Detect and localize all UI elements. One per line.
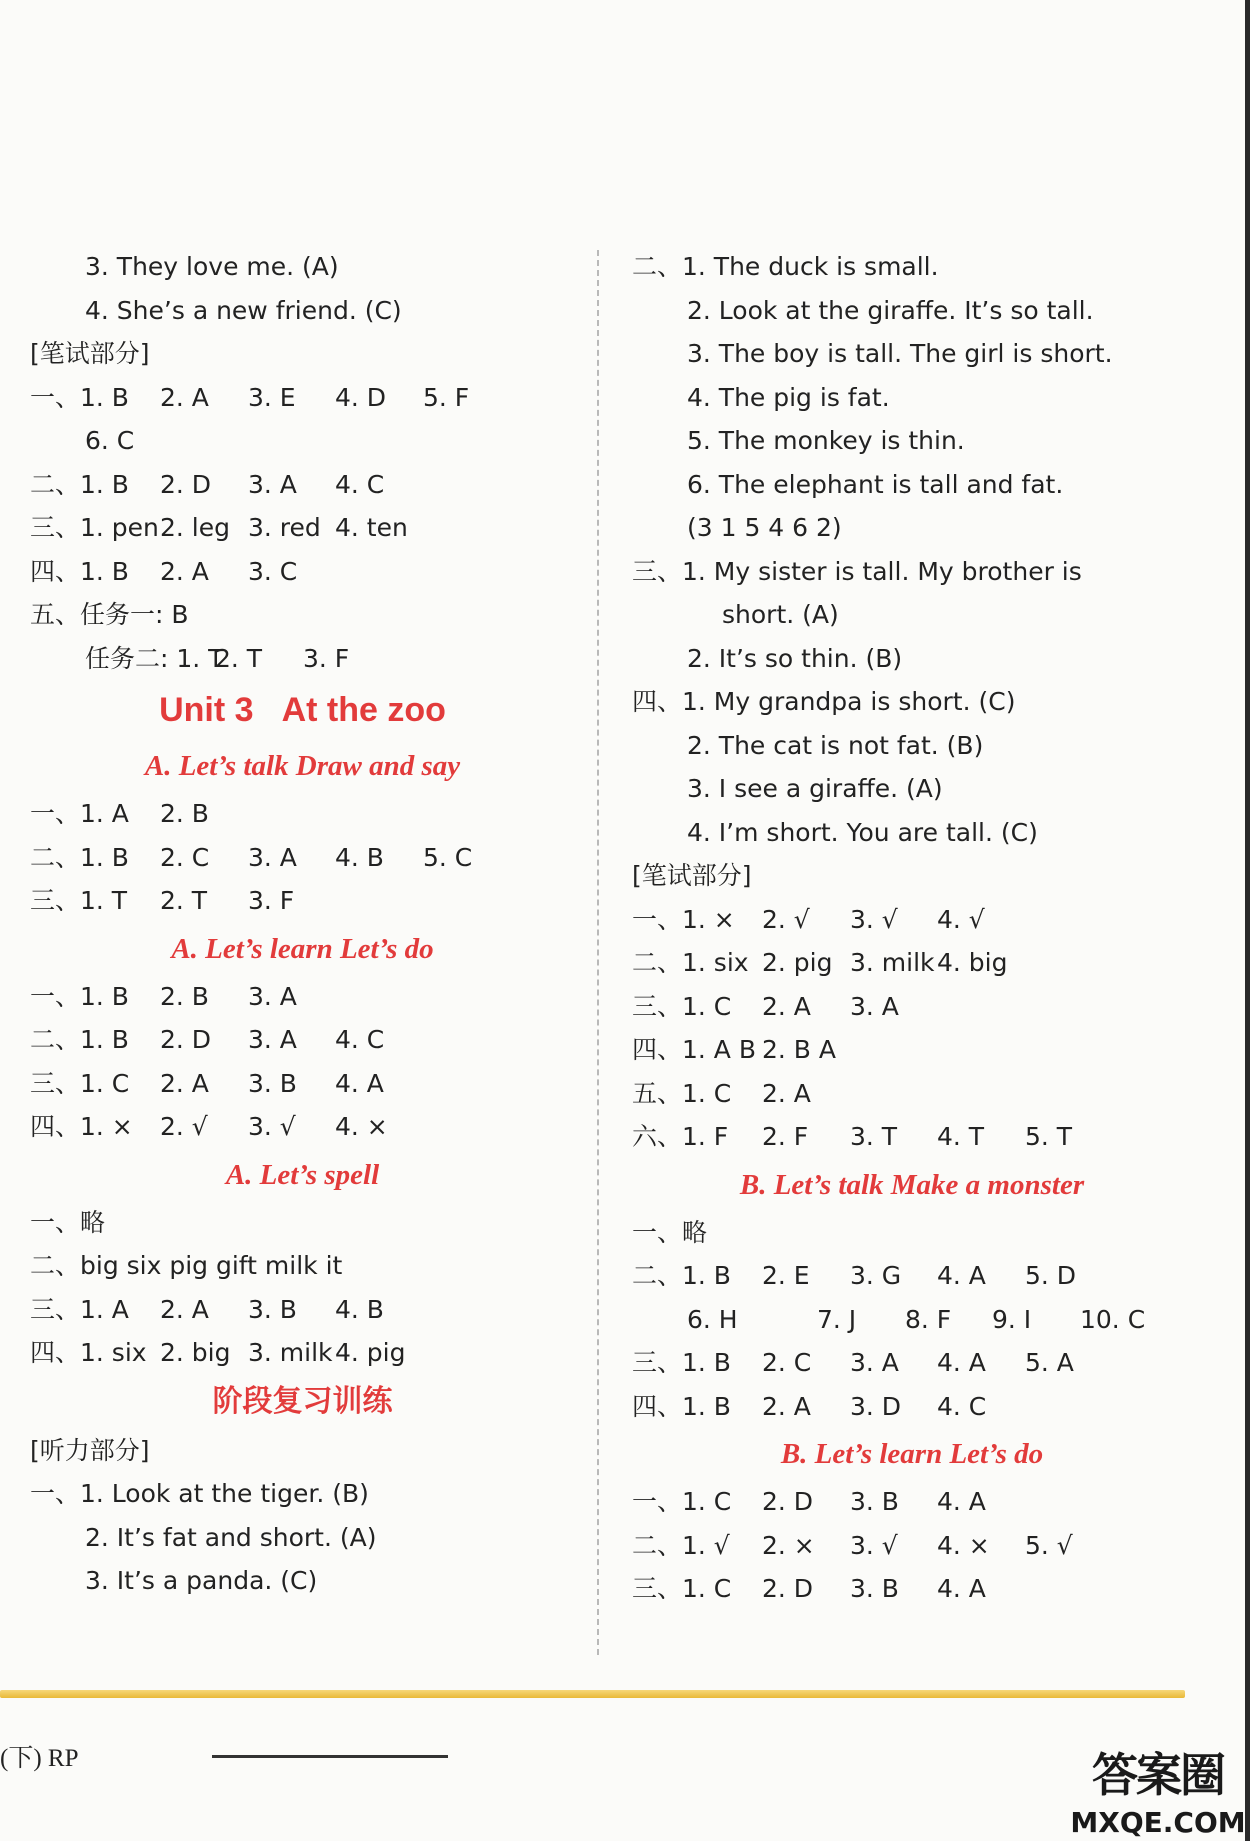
answer-item: 4. ×: [937, 1530, 990, 1560]
answer-item: 2. D: [762, 1574, 814, 1603]
answer-item: 10. C: [1080, 1304, 1146, 1334]
answer-item: 3. A: [850, 1348, 899, 1377]
answer-item: 四、1. A B: [632, 1035, 756, 1064]
answer-item: 3. I see a giraffe. (A): [687, 774, 943, 803]
answer-line: [30, 419, 575, 463]
answer-item: 2. It’s fat and short. (A): [85, 1522, 377, 1552]
answer-item: 2. A: [160, 382, 209, 412]
answer-item: 4. B: [335, 842, 384, 872]
answer-line: [30, 1331, 575, 1375]
answer-item: 2. C: [762, 1348, 812, 1377]
answer-line: [30, 332, 575, 376]
answer-line: [30, 1201, 575, 1245]
watermark-logo: 答案圈: [1092, 1748, 1224, 1802]
column-divider: [597, 250, 599, 1655]
right-column: [632, 245, 1192, 1611]
answer-item: 四、1. My grandpa is short. (C): [632, 687, 1016, 716]
answer-item: 3. They love me. (A): [85, 252, 339, 281]
answer-item: 4. C: [937, 1391, 987, 1421]
footer-underline: [212, 1755, 448, 1758]
answer-item: 2. The cat is not fat. (B): [687, 730, 984, 760]
answer-line: [632, 854, 1192, 898]
answer-line: [632, 419, 1192, 463]
answer-item: 3. E: [248, 382, 296, 412]
answer-item: 3. A: [248, 1025, 297, 1054]
answer-item: 六、1. F: [632, 1122, 729, 1151]
unit-title-part: At the zoo: [281, 691, 446, 729]
answer-line: [632, 245, 1192, 289]
answer-line: [30, 376, 575, 420]
answer-item: 2. B: [160, 799, 209, 828]
answer-item: 二、1. The duck is small.: [632, 252, 939, 281]
answer-line: [30, 1062, 575, 1106]
answer-item: 3. milk: [248, 1338, 333, 1367]
answer-item: 4. A: [937, 1487, 986, 1516]
answer-item: 2. B: [160, 981, 209, 1011]
answer-item: 3. F: [303, 643, 350, 673]
answer-line: [632, 1567, 1192, 1611]
answer-line: [632, 1385, 1192, 1429]
answer-item: 2. big: [160, 1338, 231, 1367]
answer-item: 2. T: [215, 643, 263, 673]
answer-item: 一、略: [632, 1217, 708, 1247]
answer-item: short. (A): [722, 600, 839, 629]
answer-item: 2. A: [762, 991, 811, 1021]
answer-item: 2. It’s so thin. (B): [687, 643, 903, 673]
answer-item: 2. leg: [160, 513, 230, 542]
answer-item: 3. A: [248, 469, 297, 499]
answer-line: [30, 879, 575, 923]
answer-item: 4. D: [335, 382, 387, 412]
answer-line: [632, 1341, 1192, 1385]
answer-item: 2. D: [762, 1487, 814, 1516]
answer-item: 3. It’s a panda. (C): [85, 1566, 318, 1595]
answer-item: 四、1. B: [632, 1391, 731, 1421]
answer-item: 三、1. C: [632, 1574, 732, 1603]
answer-line: [632, 1028, 1192, 1072]
answer-line: [30, 1516, 575, 1560]
answer-item: 2. A: [762, 1391, 811, 1421]
answer-item: 2. A: [160, 1294, 209, 1324]
answer-item: 4. A: [937, 1261, 986, 1290]
answer-item: 4. ×: [335, 1112, 388, 1141]
answer-item: 2. √: [762, 904, 810, 934]
answer-item: 7. J: [817, 1304, 857, 1334]
answer-item: 四、1. B: [30, 556, 129, 586]
answer-item: [笔试部分]: [30, 339, 150, 368]
answer-item: 3. B: [248, 1068, 297, 1098]
answer-item: 2. D: [160, 1025, 212, 1054]
answer-line: [30, 792, 575, 836]
answer-item: 任务二: 1. T: [85, 643, 224, 673]
answer-item: 9. I: [992, 1304, 1032, 1334]
answer-line: [632, 1298, 1192, 1342]
answer-item: 三、1. My sister is tall. My brother is: [632, 556, 1082, 586]
answer-line: [632, 811, 1192, 855]
answer-line: [30, 1018, 575, 1062]
page-edge: [1245, 0, 1250, 1841]
answer-item: 五、任务一: B: [30, 600, 189, 629]
answer-line: [632, 289, 1192, 333]
answer-item: 3. D: [850, 1391, 902, 1421]
answer-item: 6. C: [85, 426, 135, 455]
answer-item: 2. pig: [762, 948, 833, 977]
section-title: B. Let’s learn Let’s do: [780, 1438, 1044, 1470]
answer-item: 3. B: [850, 1574, 899, 1603]
answer-line: [632, 463, 1192, 507]
answer-item: 3. The boy is tall. The girl is short.: [687, 339, 1113, 368]
answer-item: 4. A: [937, 1574, 986, 1603]
watermark: [1068, 1745, 1248, 1841]
answer-line: [30, 245, 575, 289]
answer-line: [632, 1254, 1192, 1298]
answer-item: 8. F: [905, 1304, 952, 1334]
answer-item: 三、1. C: [632, 991, 732, 1021]
answer-item: 6. H: [687, 1304, 738, 1334]
section-title: A. Let’s learn Let’s do: [171, 932, 434, 965]
footer-bar: [0, 1690, 1185, 1698]
answer-item: 2. D: [160, 469, 212, 499]
answer-item: 4. B: [335, 1294, 384, 1324]
answer-item: 2. C: [160, 842, 210, 872]
answer-line: [632, 1072, 1192, 1116]
answer-item: 3. A: [248, 842, 297, 872]
answer-item: 4. The pig is fat.: [687, 382, 890, 412]
answer-line: [632, 985, 1192, 1029]
unit-title: [30, 680, 575, 740]
answer-item: 5. A: [1025, 1348, 1074, 1377]
answer-item: 3. C: [248, 556, 298, 586]
answer-line: [632, 767, 1192, 811]
answer-item: 3. A: [850, 991, 899, 1021]
answer-item: 四、1. six: [30, 1338, 147, 1367]
watermark-url: MXQE.COM: [1070, 1806, 1246, 1839]
footer-text: (下) RP: [0, 1745, 79, 1772]
answer-item: 5. D: [1025, 1261, 1077, 1290]
answer-item: [笔试部分]: [632, 861, 752, 890]
answer-item: 二、1. six: [632, 948, 749, 977]
answer-item: 2. ×: [762, 1530, 815, 1560]
answer-line: [30, 836, 575, 880]
answer-item: 3. red: [248, 513, 321, 542]
answer-item: 三、1. B: [632, 1348, 731, 1377]
answer-item: 2. A: [160, 556, 209, 586]
answer-item: 一、1. C: [632, 1487, 732, 1516]
answer-line: [30, 1288, 575, 1332]
answer-item: 4. T: [937, 1122, 985, 1151]
answer-item: 4. A: [335, 1068, 384, 1098]
answer-item: 一、1. B: [30, 382, 129, 412]
answer-line: [30, 1559, 575, 1603]
answer-item: 二、big six pig gift milk it: [30, 1251, 343, 1280]
answer-line: [632, 1115, 1192, 1159]
answer-line: [30, 1429, 575, 1473]
answer-line: [632, 941, 1192, 985]
answer-item: 4. A: [937, 1348, 986, 1377]
answer-item: 5. T: [1025, 1122, 1073, 1151]
answer-line: [632, 1480, 1192, 1524]
answer-line: [30, 637, 575, 681]
answer-line: [632, 1211, 1192, 1255]
answer-item: 3. B: [248, 1294, 297, 1324]
answer-item: (3 1 5 4 6 2): [687, 513, 842, 542]
answer-line: [632, 332, 1192, 376]
stage-review-title: 阶段复习训练: [212, 1383, 393, 1419]
answer-item: 6. The elephant is tall and fat.: [687, 469, 1064, 499]
answer-item: 三、1. C: [30, 1068, 130, 1098]
answer-item: 3. F: [248, 886, 295, 915]
answer-item: 二、1. B: [30, 1025, 129, 1054]
answer-line: [30, 1472, 575, 1516]
answer-item: 2. Look at the giraffe. It’s so tall.: [687, 295, 1094, 325]
answer-item: 5. C: [423, 842, 473, 872]
section-title: A. Let’s talk Draw and say: [144, 750, 461, 782]
answer-item: 4. I’m short. You are tall. (C): [687, 817, 1038, 847]
answer-line: [30, 593, 575, 637]
answer-item: 3. A: [248, 981, 297, 1011]
answer-item: 3. √: [850, 904, 898, 934]
answer-item: 一、1. B: [30, 981, 129, 1011]
answer-item: 4. big: [937, 948, 1008, 977]
answer-item: 3. milk: [850, 948, 935, 977]
answer-line: [632, 1524, 1192, 1568]
answer-item: 4. pig: [335, 1338, 406, 1367]
answer-line: [30, 289, 575, 333]
answer-item: 2. B A: [762, 1035, 836, 1064]
answer-line: [30, 1244, 575, 1288]
answer-item: 一、1. A: [30, 799, 129, 828]
answer-item: 三、1. pen: [30, 513, 159, 542]
answer-line: [30, 1105, 575, 1149]
answer-item: 3. B: [850, 1487, 899, 1516]
answer-line: [632, 506, 1192, 550]
answer-line: [30, 463, 575, 507]
unit-title-part: Unit 3: [159, 691, 254, 729]
answer-line: [632, 376, 1192, 420]
answer-line: [632, 898, 1192, 942]
answer-item: 五、1. C: [632, 1078, 732, 1108]
answer-line: [632, 680, 1192, 724]
answer-item: [听力部分]: [30, 1435, 150, 1465]
answer-item: 三、1. A: [30, 1294, 129, 1324]
answer-item: 四、1. ×: [30, 1112, 133, 1141]
answer-item: 2. T: [160, 886, 208, 915]
answer-item: 2. A: [160, 1068, 209, 1098]
section-title: B. Let’s talk Make a monster: [739, 1168, 1085, 1201]
answer-item: 二、1. √: [632, 1530, 730, 1560]
answer-line: [632, 593, 1192, 637]
answer-item: 3. G: [850, 1261, 902, 1290]
answer-item: 3. √: [850, 1530, 898, 1560]
answer-line: [632, 637, 1192, 681]
answer-item: 4. C: [335, 469, 385, 499]
answer-item: 4. √: [937, 904, 985, 934]
left-column: [30, 245, 575, 1603]
answer-item: 5. √: [1025, 1530, 1073, 1560]
answer-line: [30, 550, 575, 594]
answer-item: 2. √: [160, 1112, 208, 1141]
answer-item: 一、1. ×: [632, 904, 735, 934]
answer-item: 一、1. Look at the tiger. (B): [30, 1479, 369, 1508]
answer-item: 5. F: [423, 382, 470, 412]
answer-line: [632, 550, 1192, 594]
answer-line: [632, 724, 1192, 768]
answer-item: 4. C: [335, 1025, 385, 1054]
answer-item: 二、1. B: [30, 469, 129, 499]
answer-item: 3. √: [248, 1112, 296, 1141]
section-title: A. Let’s spell: [225, 1158, 380, 1191]
answer-item: 4. ten: [335, 513, 408, 542]
answer-item: 2. A: [762, 1078, 811, 1108]
answer-item: 4. She’s a new friend. (C): [85, 295, 402, 325]
answer-item: 二、1. B: [30, 842, 129, 872]
answer-item: 2. F: [762, 1122, 809, 1151]
answer-item: 3. T: [850, 1122, 898, 1151]
answer-item: 一、略: [30, 1207, 106, 1237]
answer-item: 2. E: [762, 1261, 810, 1290]
answer-line: [30, 975, 575, 1019]
answer-item: 二、1. B: [632, 1261, 731, 1290]
answer-item: 三、1. T: [30, 886, 128, 915]
answer-line: [30, 506, 575, 550]
answer-item: 5. The monkey is thin.: [687, 426, 965, 455]
